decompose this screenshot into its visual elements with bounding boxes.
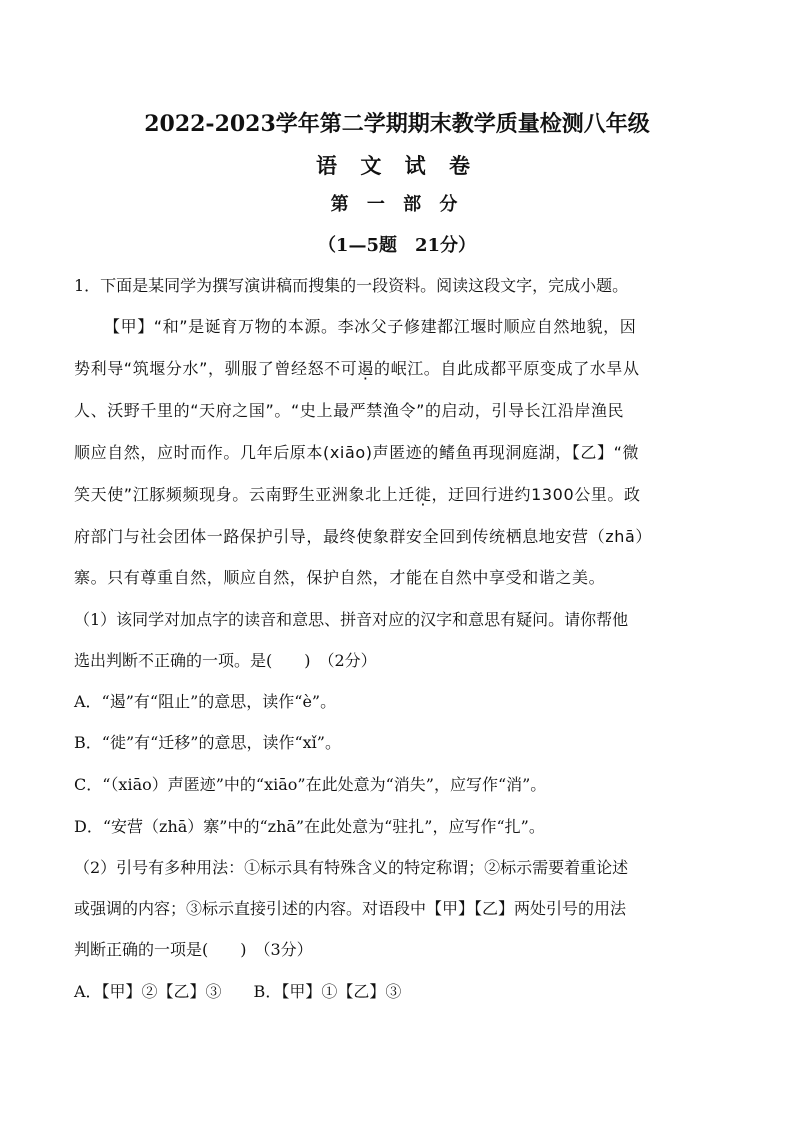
passage-line-4: 顺应自然，应时而作。几年后原本(xiāo)声匿迹的鳍鱼再现洞庭湖，【乙】“微	[74, 443, 640, 462]
emphasis-dot-char: 遏	[357, 359, 374, 378]
passage-line-3: 人、沃野千里的“天府之国”。“史上最严禁渔令”的启动，引导长江沿岸渔民	[74, 401, 625, 420]
part-heading: 第 一 部 分	[330, 194, 464, 215]
emphasis-dot-char: 徙	[414, 485, 432, 504]
sub2-options-row[interactable]: A．【甲】②【乙】③ B．【甲】①【乙】③	[74, 982, 402, 1001]
sub2-question-line-2: 或强调的内容；③标示直接引述的内容。对语段中【甲】【乙】两处引号的用法	[74, 899, 627, 918]
sub1-question-line-1: （1）该同学对加点字的读音和意思、拼音对应的汉字和意思有疑问。请你帮他	[74, 610, 629, 629]
passage-line-2: 势利导“筑堰分水”，驯服了曾经怒不可遏的岷江。自此成都平原变成了水旱从	[74, 359, 640, 378]
question-range: （1—5题 21分）	[317, 235, 477, 256]
passage-line-7: 寨。只有尊重自然，顺应自然，保护自然，才能在自然中享受和谐之美。	[74, 568, 606, 587]
exam-title: 2022-2023学年第二学期期末教学质量检测八年级	[144, 111, 650, 137]
passage-line-5: 笑天使”江豚频频现身。云南野生亚洲象北上迁徙，迂回行进约1300公里。政	[74, 485, 641, 504]
passage-line-1: 【甲】“和”是诞育万物的本源。李冰父子修建都江堰时顺应自然地貌，因	[104, 317, 637, 336]
sub1-option-d[interactable]: D．“安营（zhā）寨”中的“zhā”在此处意为“驻扎”，应写作“扎”。	[74, 817, 545, 836]
passage-line-6: 府部门与社会团体一路保护引导，最终使象群安全回到传统栖息地安营（zhā）	[74, 527, 652, 546]
exam-subtitle: 语 文 试 卷	[316, 153, 478, 178]
sub1-option-c[interactable]: C．“（xiāo）声匿迹”中的“xiāo”在此处意为“消失”，应写作“消”。	[74, 775, 547, 794]
sub2-question-line-3: 判断正确的一项是( ) （3分）	[74, 940, 313, 959]
sub1-question-line-2: 选出判断不正确的一项。是( ) （2分）	[74, 651, 377, 670]
sub1-option-a[interactable]: A．“遏”有“阻止”的意思，读作“è”。	[74, 692, 337, 711]
question-1-prompt: 1．下面是某同学为撰写演讲稿而搜集的一段资料。阅读这段文字，完成小题。	[74, 276, 629, 295]
sub1-option-b[interactable]: B．“徙”有“迁移”的意思，读作“xǐ”。	[74, 733, 341, 752]
sub2-question-line-1: （2）引号有多种用法：①标示具有特殊含义的特定称谓；②标示需要着重论述	[74, 858, 629, 877]
